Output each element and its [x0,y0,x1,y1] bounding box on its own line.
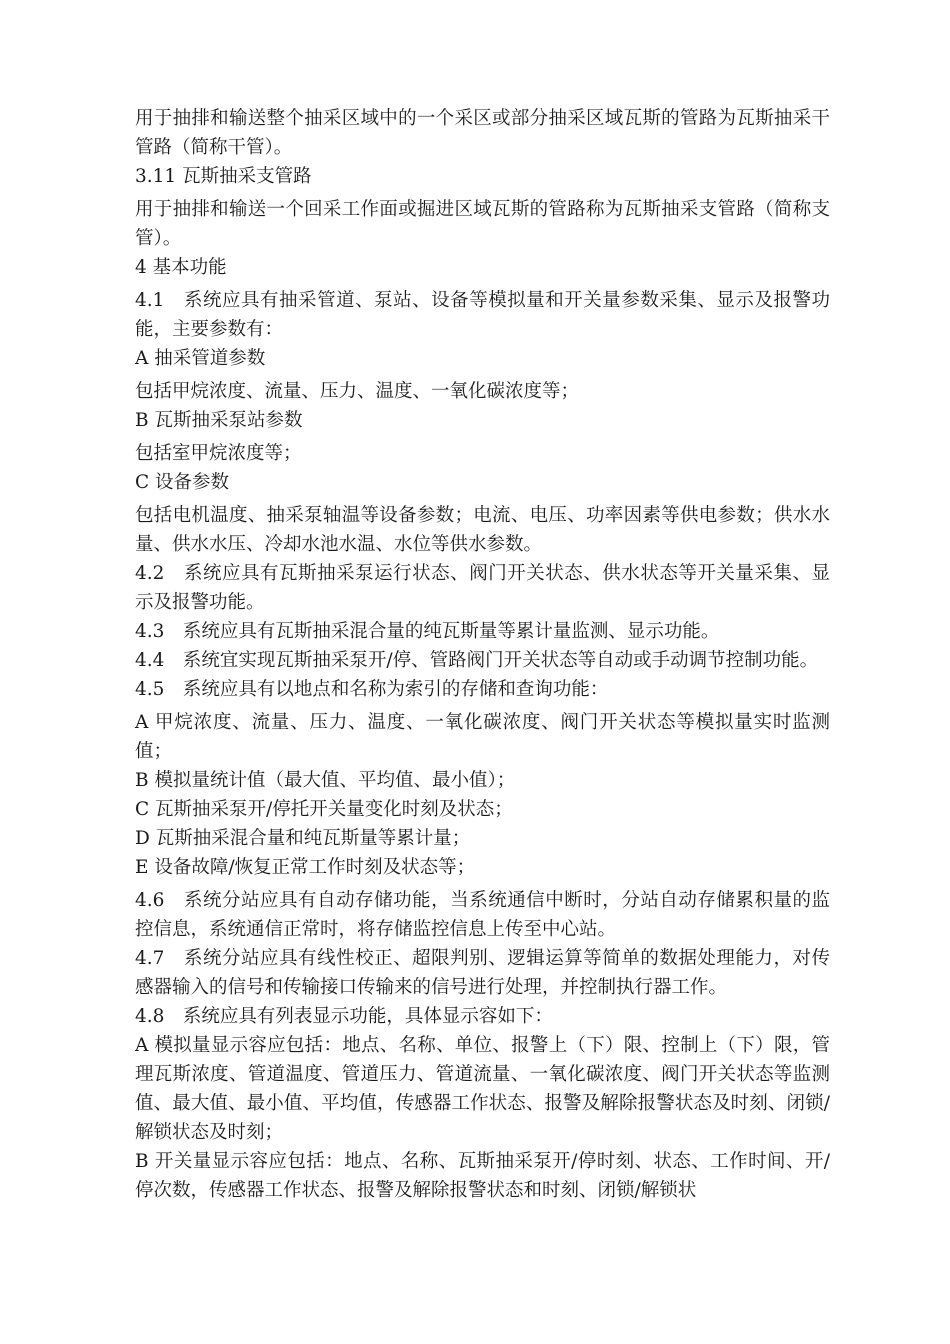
item-4-8-a: A 模拟量显示容应包括：地点、名称、单位、报警上（下）限、控制上（下）限，管理瓦斯浓度、管道温度、管道压力、管道流量、一氧化碳浓度、阀门开关状态等监测值、最大值、最小值、平均值，传感器工作状态、报警及解除报警状态及时刻、闭锁/解锁状态及时刻； [135,1035,830,1143]
item-b-pump-station-params: B 瓦斯抽采泵站参数 [135,410,303,431]
paragraph-4-3: 4.3 系统应具有瓦斯抽采混合量的纯瓦斯量等累计量监测、显示功能。 [135,621,720,642]
item-4-8-b: B 开关量显示容应包括：地点、名称、瓦斯抽采泵开/停时刻、状态、工作时间、开/停次数，传感器工作状态、报警及解除报警状态和时刻、闭锁/解锁状 [135,1151,830,1201]
paragraph-4-5: 4.5 系统应具有以地点和名称为索引的存储和查询功能： [135,679,609,700]
item-4-5-a: A 甲烷浓度、流量、压力、温度、一氧化碳浓度、阀门开关状态等模拟量实时监测值； [135,712,830,762]
paragraph-main-pipe-definition: 用于抽排和输送整个抽采区域中的一个采区或部分抽采区域瓦斯的管路为瓦斯抽采干管路（简称干管）。 [135,108,830,158]
item-c-equipment-params: C 设备参数 [135,472,230,493]
paragraph-4-7: 4.7 系统分站应具有线性校正、超限判别、逻辑运算等简单的数据处理能力，对传感器输入的信号和传输接口传输来的信号进行处理，并控制执行器工作。 [135,948,830,998]
paragraph-branch-pipe-definition: 用于抽排和输送一个回采工作面或掘进区域瓦斯的管路称为瓦斯抽采支管路（简称支管）。 [135,199,830,249]
item-4-5-e: E 设备故障/恢复正常工作时刻及状态等； [135,857,476,878]
item-a-pipe-params: A 抽采管道参数 [135,348,266,369]
heading-4: 4 基本功能 [135,257,227,278]
item-4-5-b: B 模拟量统计值（最大值、平均值、最小值）； [135,770,516,791]
paragraph-4-6: 4.6 系统分站应具有自动存储功能，当系统通信中断时，分站自动存储累积量的监控信息，系统通信正常时，将存储监控信息上传至中心站。 [135,890,830,940]
paragraph-4-8: 4.8 系统应具有列表显示功能，具体显示容如下： [135,1006,553,1027]
paragraph-4-2: 4.2 系统应具有瓦斯抽采泵运行状态、阀门开关状态、供水状态等开关量采集、显示及报警功能。 [135,563,830,613]
item-4-5-c: C 瓦斯抽采泵开/停托开关量变化时刻及状态； [135,799,513,820]
item-4-5-d: D 瓦斯抽采混合量和纯瓦斯量等累计量； [135,828,471,849]
item-a-detail: 包括甲烷浓度、流量、压力、温度、一氧化碳浓度等； [135,381,580,402]
item-b-detail: 包括室甲烷浓度等； [135,443,302,464]
item-c-detail: 包括电机温度、抽采泵轴温等设备参数；电流、电压、功率因素等供电参数；供水水量、供水水压、冷却水池水温、水位等供水参数。 [135,505,830,555]
paragraph-4-4: 4.4 系统宜实现瓦斯抽采泵开/停、管路阀门开关状态等自动或手动调节控制功能。 [135,650,819,671]
paragraph-4-1: 4.1 系统应具有抽采管道、泵站、设备等模拟量和开关量参数采集、显示及报警功能，主要参数有： [135,290,830,340]
document-body [135,104,830,1205]
heading-3-11: 3.11 瓦斯抽采支管路 [135,166,312,187]
